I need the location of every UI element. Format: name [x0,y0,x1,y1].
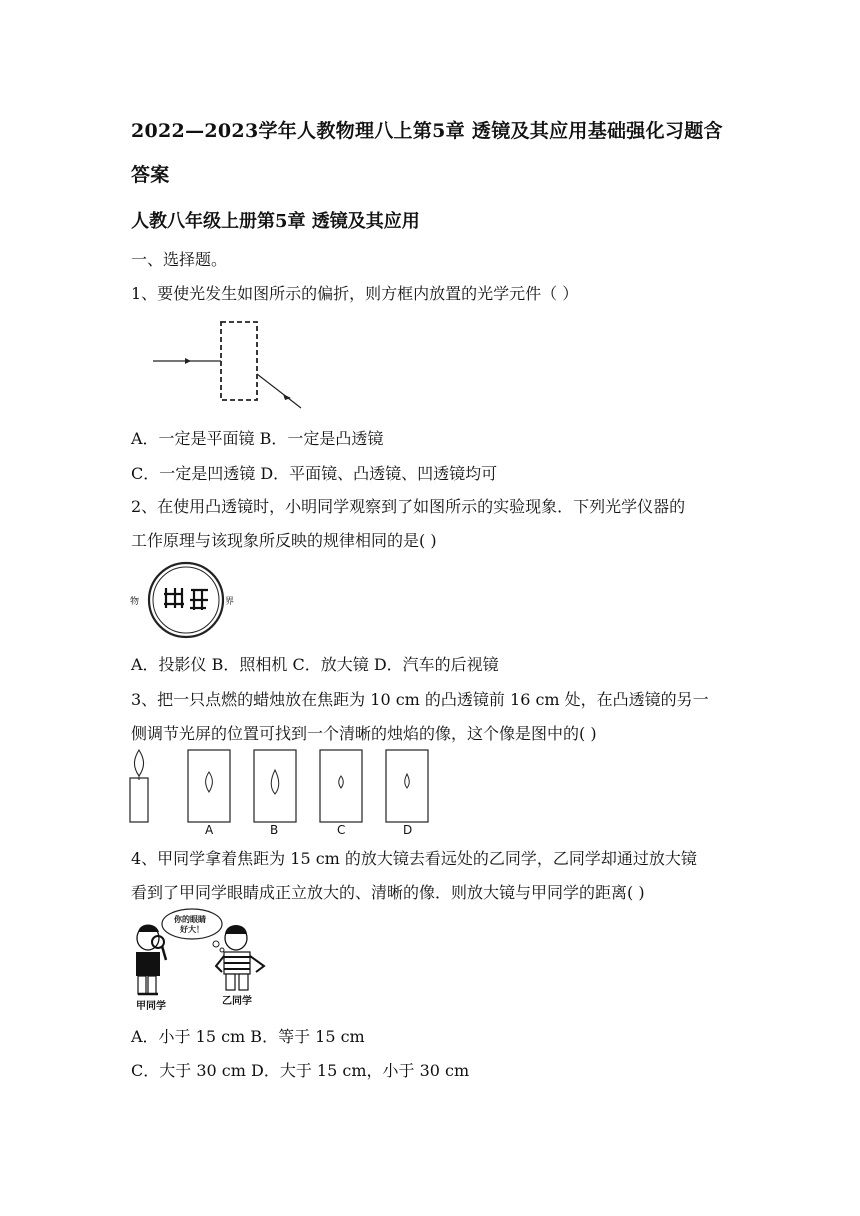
question-4-options-row-1: A．小于 15 cm B．等于 15 cm [131,1027,365,1046]
screen-c [320,750,362,822]
screen-b [254,750,296,822]
question-4-stem-line-1: 4、甲同学拿着焦距为 15 cm 的放大镜去看远处的乙同学，乙同学却通过放大镜 [131,849,697,868]
lens-outer-ring [149,563,223,637]
section-heading: 一、选择题。 [131,250,228,269]
ray-arrow-icon [185,358,191,364]
thought-bubble [162,909,222,939]
screen-label-c: C [337,823,346,837]
question-2-options: A．投影仪 B．照相机 C．放大镜 D．汽车的后视镜 [131,655,499,674]
figure-label-right: 界 [225,597,235,607]
screen-label-d: D [403,823,413,837]
person-yi-illustration [216,925,264,990]
document-subtitle: 人教八年级上册第5章 透镜及其应用 [131,211,420,232]
flame-image-c [339,776,344,788]
question-3-figure [124,744,444,838]
document-title-line-1: 2022—2023学年人教物理八上第5章 透镜及其应用基础强化习题含 [131,120,723,142]
question-1-options-row-2: C．一定是凹透镜 D．平面镜、凸透镜、凹透镜均可 [131,464,498,483]
screen-d [386,750,428,822]
flame-image-d [405,774,410,788]
flame-image-a [206,772,213,792]
screen-a [188,750,230,822]
flame-image-b [271,770,279,794]
person-jia-illustration [136,925,166,995]
question-2-stem-line-2: 工作原理与该现象所反映的规律相同的是( ) [131,531,437,550]
label-jia-student: 甲同学 [136,1001,166,1012]
question-1-options-row-1: A．一定是平面镜 B．一定是凸透镜 [131,429,384,448]
question-2-figure-magnifier [128,560,238,642]
figure-label-left: 物 [130,597,140,607]
dashed-box [221,322,257,400]
question-4-figure [126,908,296,1014]
bubble-text-line-1: 你的眼睛 [174,915,206,924]
inverted-characters-image [164,588,208,610]
question-3-stem-line-2: 侧调节光屏的位置可找到一个清晰的烛焰的像，这个像是图中的( ) [131,724,597,743]
screen-label-a: A [205,823,214,837]
bubble-text-line-2: 好大！ [180,925,204,934]
candle-image [130,750,148,822]
question-4-stem-line-2: 看到了甲同学眼睛成正立放大的、清晰的像．则放大镜与甲同学的距离( ) [131,883,645,902]
screen-label-b: B [270,823,279,837]
question-2-stem-line-1: 2、在使用凸透镜时，小明同学观察到了如图所示的实验现象．下列光学仪器的 [131,497,686,516]
refracted-ray [257,374,301,408]
label-yi-student: 乙同学 [222,996,252,1007]
question-4-options-row-2: C．大于 30 cm D．大于 15 cm，小于 30 cm [131,1061,470,1080]
question-1-stem: 1、要使光发生如图所示的偏折，则方框内放置的光学元件（ ） [131,284,579,303]
question-1-figure [145,318,315,414]
lens-inner-ring [153,567,219,633]
document-title-line-2: 答案 [131,164,170,186]
question-3-stem-line-1: 3、把一只点燃的蜡烛放在焦距为 10 cm 的凸透镜前 16 cm 处，在凸透镜的另一 [131,690,709,709]
